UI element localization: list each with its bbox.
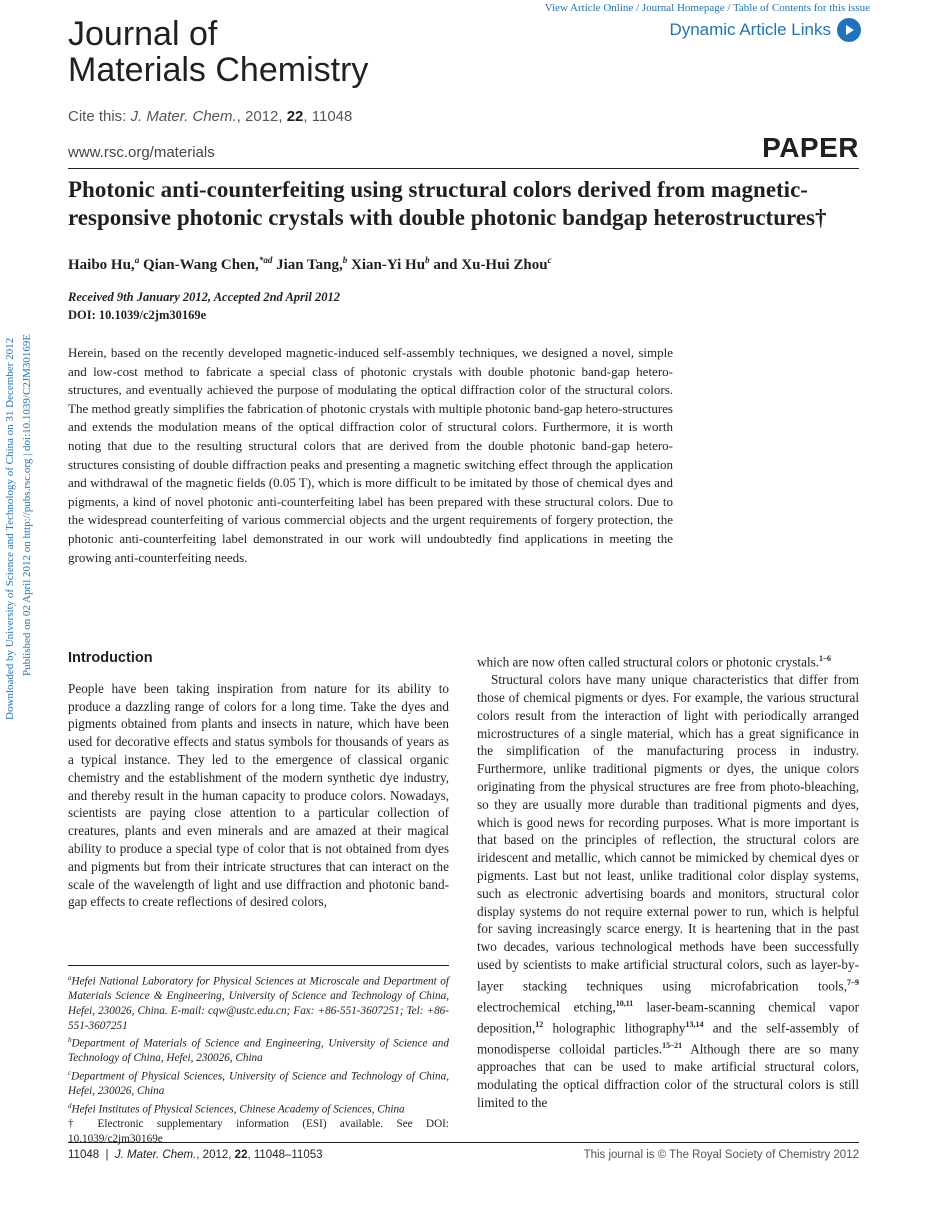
journal-title-line2: Materials Chemistry	[68, 51, 369, 89]
footer-page: 11048	[68, 1149, 100, 1161]
cite-volume: 22	[286, 108, 304, 125]
author-name: Haibo Hu,	[68, 257, 135, 273]
footnote-mark: d	[68, 1101, 72, 1110]
cite-line	[68, 108, 352, 125]
download-watermark	[0, 0, 40, 760]
paper-type-label: PAPER	[762, 132, 859, 163]
footer-journal: J. Mater. Chem.	[114, 1149, 197, 1161]
author-affiliation: *ad	[258, 255, 273, 265]
footnote-text: Department of Physical Sciences, University of Science and Technology of China, Hefei, 230026, China	[68, 1070, 449, 1098]
journal-title	[68, 16, 368, 88]
author-name: and Xu-Hui Zhou	[429, 257, 548, 273]
paragraph-text: laser-beam-scanning chemical vapor deposition,	[477, 999, 860, 1036]
header-rule	[68, 168, 859, 169]
right-column	[477, 650, 859, 1112]
footnote-text: Hefei Institutes of Physical Sciences, Chinese Academy of Sciences, China	[71, 1103, 405, 1116]
author-name: Xian-Yi Hu	[347, 257, 426, 273]
footnote-mark: a	[68, 974, 72, 982]
intro-continuation	[477, 650, 859, 671]
footnote-item	[68, 1033, 449, 1066]
journal-homepage-link[interactable]: Journal Homepage	[641, 2, 725, 14]
nav-separator: /	[724, 2, 733, 14]
footnote-rule	[68, 965, 449, 966]
footer-copyright: This journal is © The Royal Society of Chemistry 2012	[583, 1149, 859, 1161]
reference-citation[interactable]: 1–6	[819, 654, 832, 663]
table-of-contents-link[interactable]: Table of Contents for this issue	[732, 2, 870, 14]
reference-citation[interactable]: 7–9	[847, 977, 859, 987]
structural-colors-paragraph	[477, 671, 859, 1112]
introduction-heading: Introduction	[68, 650, 153, 666]
journal-url[interactable]: www.rsc.org/materials	[68, 144, 215, 161]
abstract: Herein, based on the recently developed magnetic-induced self-assembly techniques, we designed a novel, simple and low-cost method to fabricate a special class of photonic crystals with double photonic band-gap hetero-structures, and eventually achieved the purpose of modulating the optical diffraction color of the structural colors. The method greatly simplifies the fabrication of photonic crystals with multiple photonic band-gap hetero-structures and extends the modulation means of the optical diffraction color of structural colors. Furthermore, it is worth noting that due to the resulting structural colors that are derived from the double photonic band-gap hetero-structures consisting of double diffraction peaks and presenting a magnetic switching effect through the application and withdrawal of the magnetic fields (0.05 T), which is more difficult to be imitated by those of chemical dyes and pigments, a kind of novel photonic anti-counterfeiting label has been prepared with these structural colors. Due to the widespread counterfeiting of various commercial objects and the urgent requirements of forgery protection, the photonic anti-counterfeiting label demonstrated in our work will undoubtedly find applications in meeting the growing anti-counterfeiting needs.	[68, 345, 673, 565]
footer-volume: 22	[234, 1149, 248, 1161]
author-affiliation: a	[134, 255, 140, 265]
paragraph-text: Structural colors have many unique characteristics that differ from those of chemical pigments or dyes. For example, the various structural colors result from the interaction of light with periodically arranged microstructures of a single material, which has a great significance in the simplification of the manufacturing process in industry. Furthermore, unlike traditional pigments or dyes, the unique colors originating from the physical structures are free from photo-bleaching, so they are usually more durable than traditional pigments and dyes, which is good news for recording purposes. What is more important is that based on the principles of reflection, the structural colors are iridescent and metallic, which cannot be mimicked by chemical dyes or pigments. Last but not least, unlike traditional color display systems, such as electronic advertising boards and monitors, structural color display systems do not require external power to run, which is helpful for saving increasingly scarce energy. It is heartening that in the past two decades, various technological methods have been successfully used by scientists to make artificial structural colors, such as layer-by-layer stacking techniques using microfabrication tools,	[477, 672, 859, 994]
intro-paragraph: People have been taking inspiration from nature for its ability to produce a dazzling range of colors for a long time. Take the dyes and pigments obtained from plants and insects in nature, which have been used for decorative effects and status symbols for thousands of years as a typical instance. They led to the emergence of classical organic chemistry and the establishment of the modern synthetic dye industry, and thereby result in the human capacity to produce colors. Nowadays, scientists are paying close attention to a particular collection of creatures, plants and even minerals and are amazed at their magical ability to produce a special type of color that is not obtained from dyes and pigments but from their intricate structures that can interact on the scale of the wavelength of light and use diffraction and photonic band-gap effects to create reflections of desired colors,	[68, 680, 449, 910]
affiliation-footnotes	[68, 971, 449, 1146]
view-article-online-link[interactable]: View Article Online	[544, 2, 634, 14]
received-dates: Received 9th January 2012, Accepted 2nd April 2012	[68, 290, 340, 304]
reference-citation[interactable]: 13,14	[685, 1020, 704, 1030]
paragraph-text: which are now often called structural colors or photonic crystals.	[477, 654, 820, 670]
footer-year: , 2012,	[196, 1149, 235, 1161]
cite-year: , 2012,	[236, 108, 287, 125]
play-arrow-icon[interactable]	[837, 18, 861, 42]
paragraph-text: electrochemical etching,	[477, 999, 616, 1015]
author-affiliation: b	[342, 255, 348, 265]
footer-page-range: , 11048–11053	[247, 1149, 323, 1161]
article-title: Photonic anti-counterfeiting using structural colors derived from magnetic-responsive photonic crystals with double photonic bandgap heterostructures†	[68, 177, 827, 230]
cite-pages: , 11048	[303, 108, 353, 125]
dynamic-article-links[interactable]	[669, 18, 861, 42]
watermark-line-downloaded: Downloaded by University of Science and Technology of China on 31 December 2012	[4, 337, 16, 720]
footnote-item	[68, 1066, 449, 1099]
author-affiliation: c	[547, 255, 552, 265]
paragraph-text: and the self-assembly of monodisperse colloidal particles.	[477, 1020, 859, 1057]
footnote-text: Hefei National Laboratory for Physical Sciences at Microscale and Department of Materials Science & Engineering, University of Science and Technology of China, Hefei, 230026, China. E-mail: cqw@ustc.edu.cn; Fax: +86-551-3607251; Tel: +86-551-3607251	[68, 975, 449, 1032]
footer-separator: |	[99, 1149, 115, 1161]
author-affiliation: b	[425, 255, 430, 265]
watermark-line-published: Published on 02 April 2012 on http://pubs.rsc.org | doi:10.1039/C2JM30169E	[21, 333, 33, 676]
esi-note: † Electronic supplementary information (ESI) available. See DOI: 10.1039/c2jm30169e	[68, 1118, 449, 1145]
journal-title-line1: Journal of	[68, 15, 218, 53]
dynamic-article-links-label[interactable]: Dynamic Article Links	[669, 20, 831, 39]
author-name: Jian Tang,	[272, 257, 343, 273]
paragraph-text: holographic lithography	[543, 1020, 686, 1036]
cite-prefix: Cite this:	[68, 108, 131, 125]
reference-citation[interactable]: 12	[535, 1020, 544, 1030]
paragraph-text: Although there are so many approaches that can be used to make artificial structural colors, modulating the optical diffraction color of the structural colors is still limited to the	[477, 1041, 859, 1111]
footnote-item	[68, 1099, 449, 1117]
doi-line[interactable]: DOI: 10.1039/c2jm30169e	[68, 308, 207, 322]
footnote-mark: c	[68, 1069, 72, 1078]
footer-citation	[68, 1149, 323, 1161]
footer-rule	[68, 1142, 859, 1143]
top-nav-links	[545, 2, 870, 14]
footnote-mark: b	[68, 1036, 72, 1045]
author-name: Qian-Wang Chen,	[139, 257, 259, 273]
footnote-text: Department of Materials of Science and Engineering, University of Science and Technology of China, Hefei, 230026, China	[68, 1037, 449, 1065]
reference-citation[interactable]: 15–21	[662, 1041, 683, 1051]
author-list	[68, 255, 552, 274]
nav-separator: /	[633, 2, 642, 14]
left-column	[68, 650, 449, 911]
reference-citation[interactable]: 10,11	[615, 998, 634, 1008]
footnote-item	[68, 971, 449, 1033]
cite-journal: J. Mater. Chem.	[130, 108, 237, 125]
